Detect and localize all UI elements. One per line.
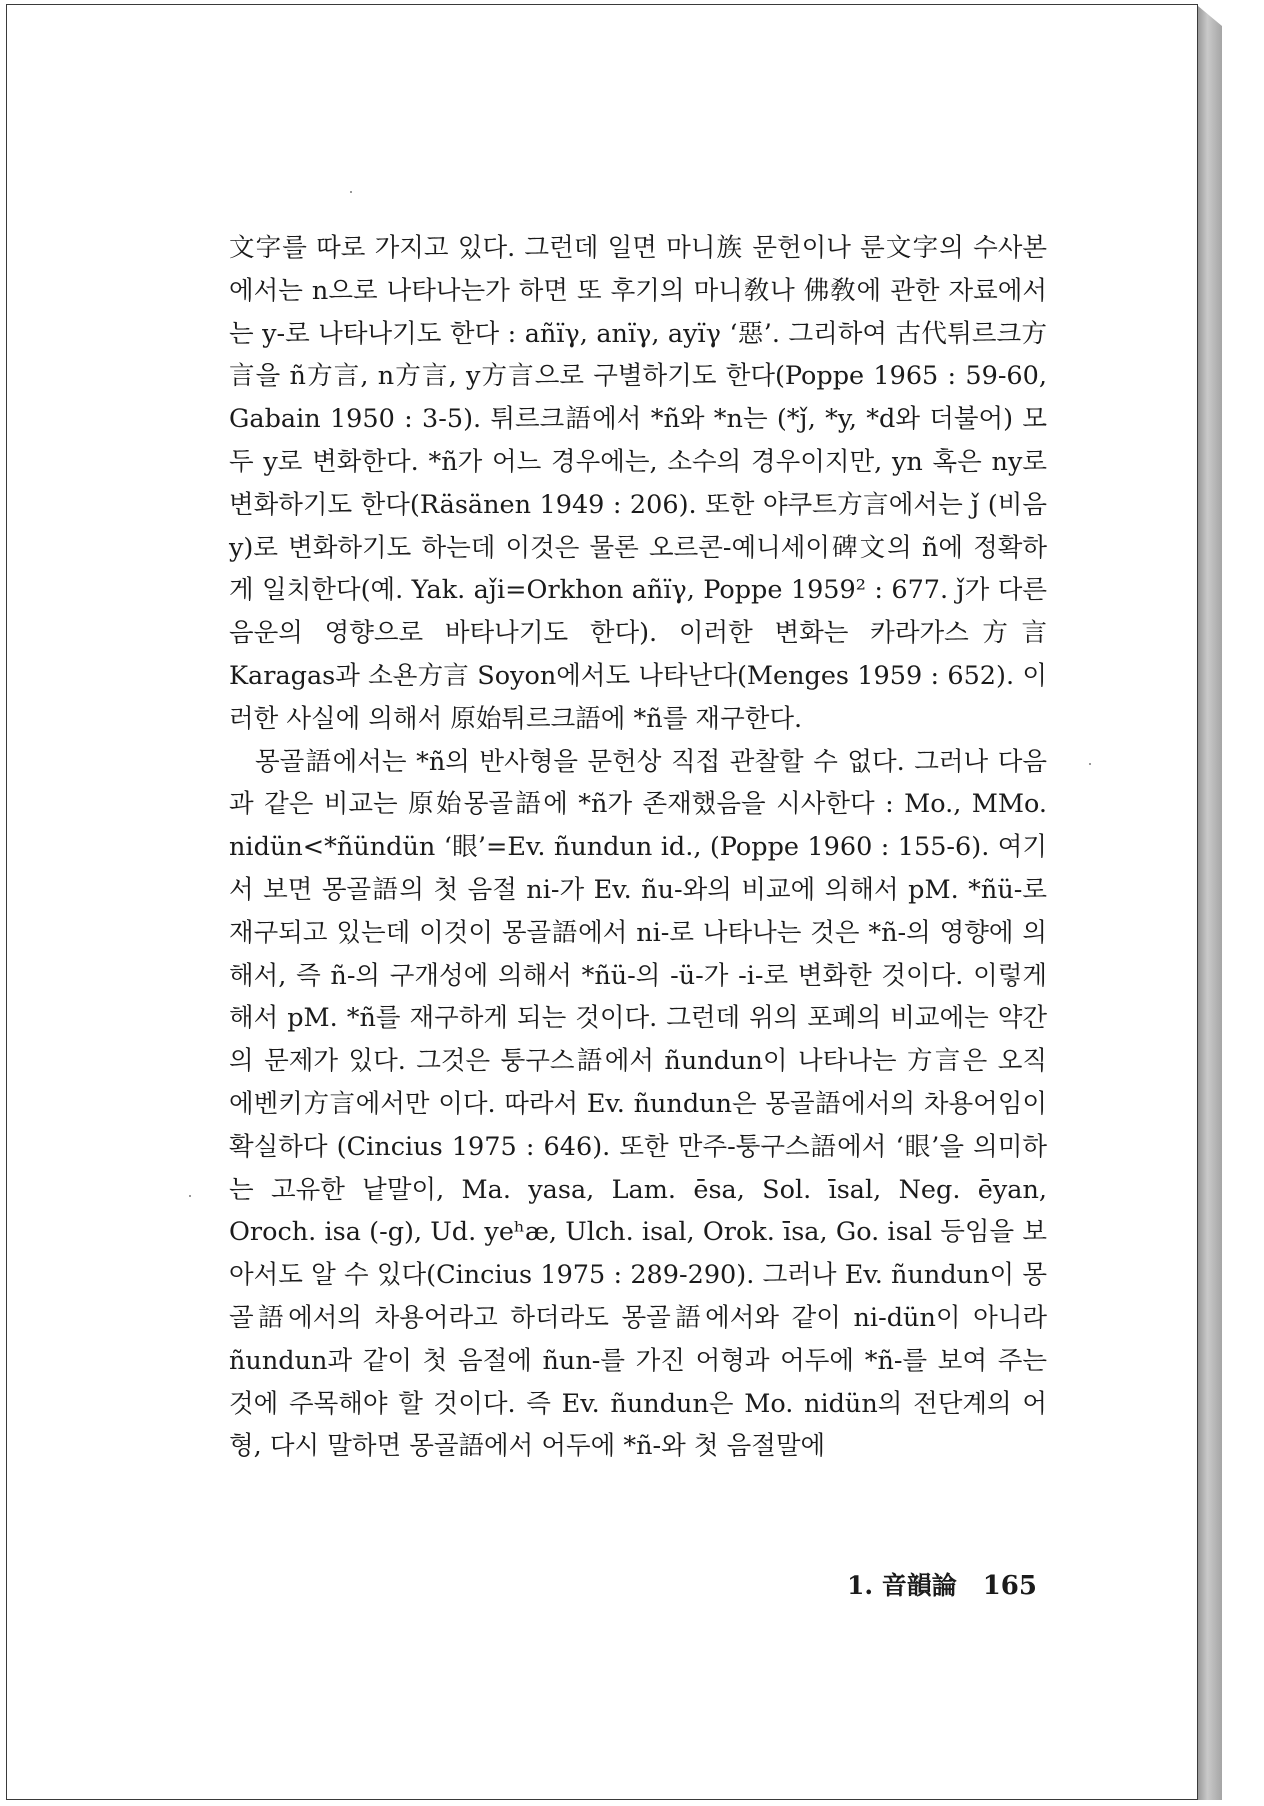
paragraph-1: 文字를 따로 가지고 있다. 그런데 일면 마니族 문헌이나 룬文字의 수사본에서는 n으로 나타나는가 하면 또 후기의 마니敎나 佛敎에 관한 자료에서는 y-로 나타나기도 한다 : añïγ, anïγ, ayïγ ‘惡’. 그리하여 古代튀르크方言을 ñ方言, n方言, y方言으로 구별하기도 한다(Poppe 1965 : 59-60, Gabain 1950 : 3-5). 튀르크語에서 *ñ와 *n는 (*ǰ, *y, *d와 더불어) 모두 y로 변화한다. *ñ가 어느 경우에는, 소수의 경우이지만, yn 혹은 ny로 변화하기도 한다(Räsänen 1949 : 206). 또한 야쿠트方言에서는 ǰ (비음 y)로 변화하기도 하는데 이것은 물론 오르콘-예니세이碑文의 ñ에 정확하게 일치한다(예. Yak. aǰi=Orkhon añïγ, Poppe 1959² : 677. ǰ가 다른 음운의 영향으로 바타나기도 한다). 이러한 변화는 카라가스方言 Karagas과 소욘方言 Soyon에서도 나타난다(Menges 1959 : 652). 이러한 사실에 의해서 原始튀르크語에 *ñ를 재구한다. xyxy=(229,233,1047,734)
page-footer xyxy=(837,1566,1037,1602)
scan-speck xyxy=(350,191,352,193)
paragraph-2: 몽골語에서는 *ñ의 반사형을 문헌상 직접 관찰할 수 없다. 그러나 다음과 같은 비교는 原始몽골語에 *ñ가 존재했음을 시사한다 : Mo., MMo. nidün<*ñündün ‘眼’=Ev. ñundun id., (Poppe 1960 : 155-6). 여기서 보면 몽골語의 첫 음절 ni-가 Ev. ñu-와의 비교에 의해서 pM. *ñü-로 재구되고 있는데 이것이 몽골語에서 ni-로 나타나는 것은 *ñ-의 영향에 의해서, 즉 ñ-의 구개성에 의해서 *ñü-의 -ü-가 -i-로 변화한 것이다. 이렇게 해서 pM. *ñ를 재구하게 되는 것이다. 그런데 위의 포폐의 비교에는 약간의 문제가 있다. 그것은 퉁구스語에서 ñundun이 나타나는 方言은 오직 에벤키方言에서만 이다. 따라서 Ev. ñundun은 몽골語에서의 차용어임이 확실하다 (Cincius 1975 : 646). 또한 만주-퉁구스語에서 ‘眼’을 의미하는 고유한 낱말이, Ma. yasa, Lam. ēsa, Sol. īsal, Neg. ēyan, Oroch. isa (-g), Ud. yeʰæ, Ulch. isal, Orok. īsa, Go. isal 등임을 보아서도 알 수 있다(Cincius 1975 : 289-290). 그러나 Ev. ñundun이 몽골語에서의 차용어라고 하더라도 몽골語에서와 같이 ni-dün이 아니라 ñundun과 같이 첫 음절에 ñun-를 가진 어형과 어두에 *ñ-를 보여 주는 것에 주목해야 할 것이다. 즉 Ev. ñundun은 Mo. nidün의 전단계의 어형, 다시 말하면 몽골語에서 어두에 *ñ-와 첫 음절말에 xyxy=(229,746,1047,1462)
page-edge-shadow xyxy=(1198,6,1222,1800)
scan-speck xyxy=(1089,763,1091,765)
running-section-title: 1. 音韻論 xyxy=(846,1571,957,1600)
book-page xyxy=(6,4,1198,1800)
body-text xyxy=(229,227,1047,1468)
page-number: 165 xyxy=(982,1571,1037,1601)
scan-speck xyxy=(189,1195,191,1197)
